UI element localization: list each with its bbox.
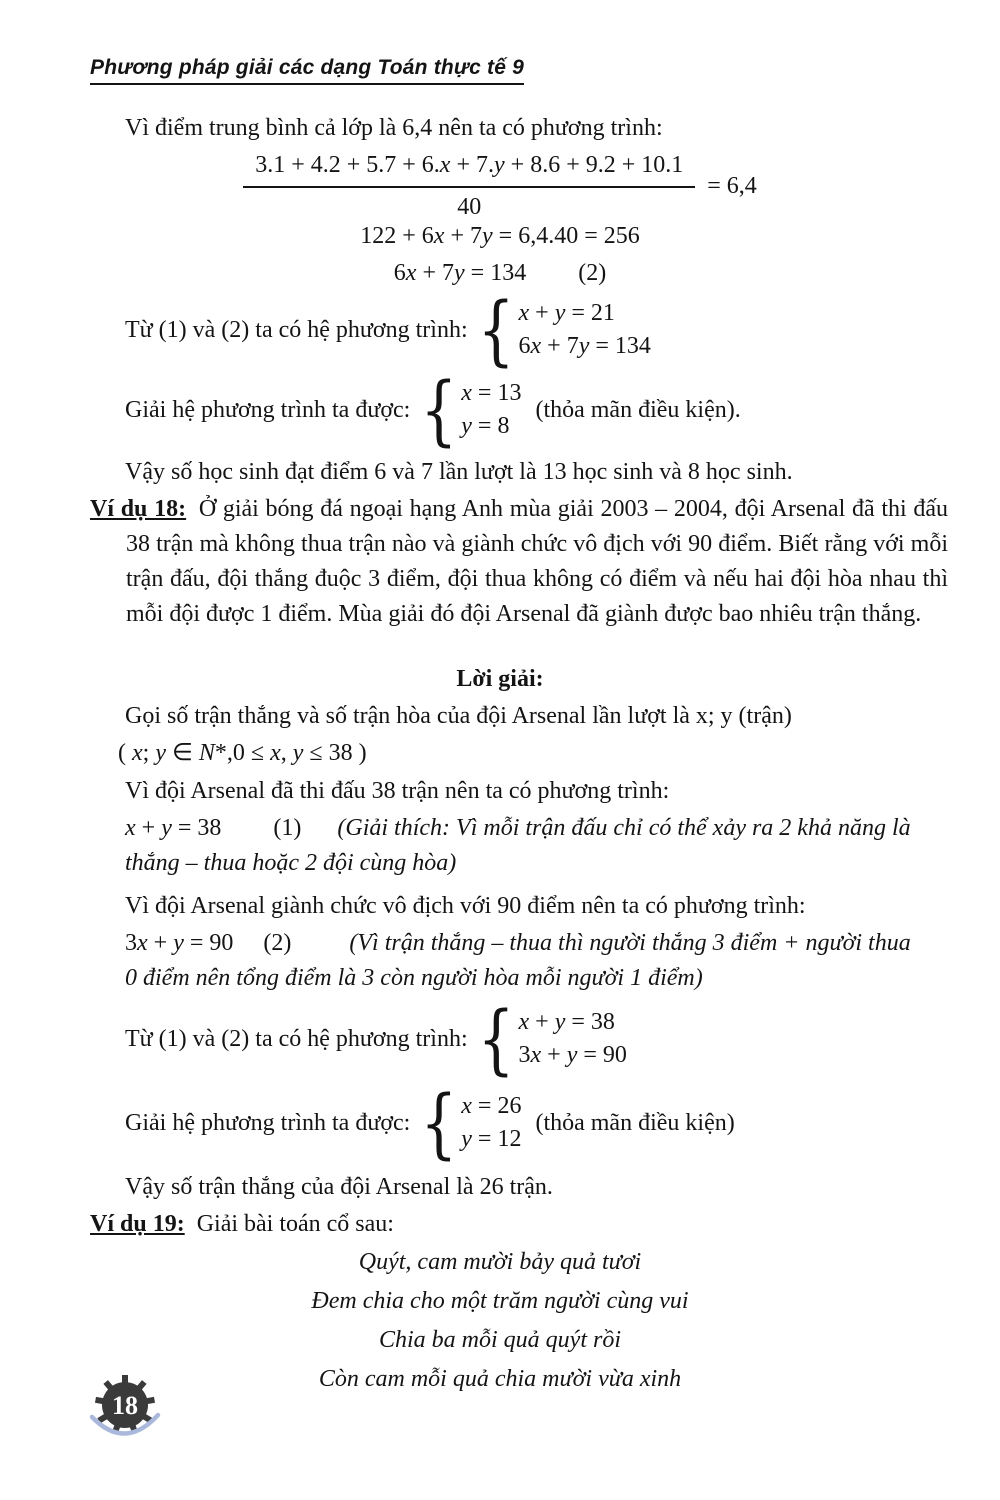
- variable-definition: Gọi số trận thắng và số trận hòa của đội Arsenal lần lượt là x; y (trận): [125, 703, 792, 729]
- solution-1: [125, 365, 741, 455]
- poem: [90, 1243, 910, 1399]
- example-19-intro: Giải bài toán cổ sau:: [196, 1211, 394, 1237]
- equation-2-tag: (2): [263, 930, 292, 956]
- equation-1-note: (Giải thích: Vì mỗi trận đấu chỉ có thể xảy ra 2 khả năng là thắng – thua hoặc 2 đội cùng hòa): [125, 815, 911, 876]
- system-2-eq-a: x + y = 38: [518, 1009, 615, 1035]
- left-brace-icon: {: [477, 994, 515, 1084]
- poem-line: Quýt, cam mười bảy quả tươi: [358, 1249, 642, 1275]
- reason-1: Vì đội Arsenal đã thi đấu 38 trận nên ta có phương trình:: [125, 778, 670, 804]
- left-brace-icon: {: [420, 1078, 458, 1168]
- equation-1-tag: (1): [273, 815, 302, 841]
- fraction-rhs: = 6,4: [707, 173, 757, 199]
- fraction: [243, 148, 695, 225]
- fraction-numerator: 3.1 + 4.2 + 5.7 + 6.x + 7.y + 8.6 + 9.2 + 10.1: [243, 148, 695, 188]
- gear-icon: [80, 1363, 172, 1455]
- solution-1-x: x = 13: [461, 380, 522, 406]
- conclusion-2: Vậy số trận thắng của đội Arsenal là 26 trận.: [125, 1174, 553, 1200]
- poem-line: Chia ba mỗi quả quýt rồi: [378, 1327, 621, 1353]
- page-header: Phương pháp giải các dạng Toán thực tế 9: [90, 56, 524, 85]
- solution-2-x: x = 26: [461, 1093, 522, 1119]
- equation-expanded: 122 + 6x + 7y = 6,4.40 = 256: [360, 223, 640, 249]
- page-number: 18: [112, 1391, 138, 1420]
- system-2-eq-b: 3x + y = 90: [518, 1042, 627, 1068]
- solution-2-note: (thỏa mãn điều kiện): [535, 1109, 735, 1136]
- example-18-text: Ở giải bóng đá ngoại hạng Anh mùa giải 2003 – 2004, đội Arsenal đã thi đấu 38 trận mà không thua trận nào và giành chức vô địch với 90 điểm. Biết rằng với mỗi trận đấu, đội thắng đuộc 3 điểm, đội thua không có điểm và nếu hai đội hòa nhau thì mỗi đội được 1 điểm. Mùa giải đó đội Arsenal đã giành được bao nhiêu trận thắng.: [126, 496, 949, 627]
- system-1: [125, 285, 651, 375]
- left-brace-icon: {: [477, 285, 515, 375]
- equation-2: 3x + y = 90: [125, 930, 234, 956]
- solution-2-y: y = 12: [461, 1126, 522, 1152]
- left-brace-icon: {: [420, 365, 458, 455]
- system-2-equations: [519, 1006, 627, 1072]
- equation-2-note: (Vì trận thắng – thua thì người thắng 3 điểm + người thua 0 điểm nên tổng điểm là 3 còn người hòa mỗi người 1 điểm): [125, 930, 911, 991]
- system-1-eq-b: 6x + 7y = 134: [518, 333, 651, 359]
- system-2: [125, 994, 627, 1084]
- example-19-heading: [90, 1207, 912, 1242]
- poem-line: Đem chia cho một trăm người cùng vui: [311, 1288, 689, 1314]
- equation-2-line: [125, 926, 915, 996]
- example-18-label: Ví dụ 18:: [90, 496, 187, 522]
- equation-1-line: [125, 811, 915, 881]
- solution-1-y: y = 8: [461, 413, 510, 439]
- equation-1: x + y = 38: [125, 815, 222, 841]
- system-1-intro: Từ (1) và (2) ta có hệ phương trình:: [125, 316, 468, 343]
- system-1-equations: [519, 297, 651, 363]
- equation-reduced: 6x + 7y = 134: [393, 260, 527, 286]
- example-18-statement: [90, 492, 948, 632]
- conclusion-1: Vậy số học sinh đạt điểm 6 và 7 lần lượt là 13 học sinh và 8 học sinh.: [125, 459, 793, 485]
- example-19-label: Ví dụ 19:: [90, 1211, 185, 1237]
- avg-equation-intro: Vì điểm trung bình cả lớp là 6,4 nên ta có phương trình:: [125, 115, 663, 141]
- system-2-intro: Từ (1) và (2) ta có hệ phương trình:: [125, 1025, 468, 1052]
- fraction-equation: [90, 148, 910, 225]
- fraction-denominator: 40: [457, 194, 482, 220]
- solution-2-intro: Giải hệ phương trình ta được:: [125, 1109, 411, 1136]
- equation-reduced-tag: (2): [578, 260, 607, 286]
- poem-line: Còn cam mỗi quả chia mười vừa xinh: [318, 1366, 682, 1392]
- variable-condition: ( x; y ∈ N*,0 ≤ x, y ≤ 38 ): [118, 740, 367, 766]
- solution-1-intro: Giải hệ phương trình ta được:: [125, 396, 411, 423]
- solution-1-note: (thỏa mãn điều kiện).: [535, 396, 741, 423]
- system-1-eq-a: x + y = 21: [518, 300, 615, 326]
- solution-1-values: [461, 377, 521, 443]
- reason-2: Vì đội Arsenal giành chức vô địch với 90 điểm nên ta có phương trình:: [125, 893, 806, 919]
- solution-2: [125, 1078, 735, 1168]
- solution-2-values: [461, 1090, 521, 1156]
- page-number-badge: [80, 1363, 172, 1455]
- solution-heading: Lời giải:: [456, 666, 544, 692]
